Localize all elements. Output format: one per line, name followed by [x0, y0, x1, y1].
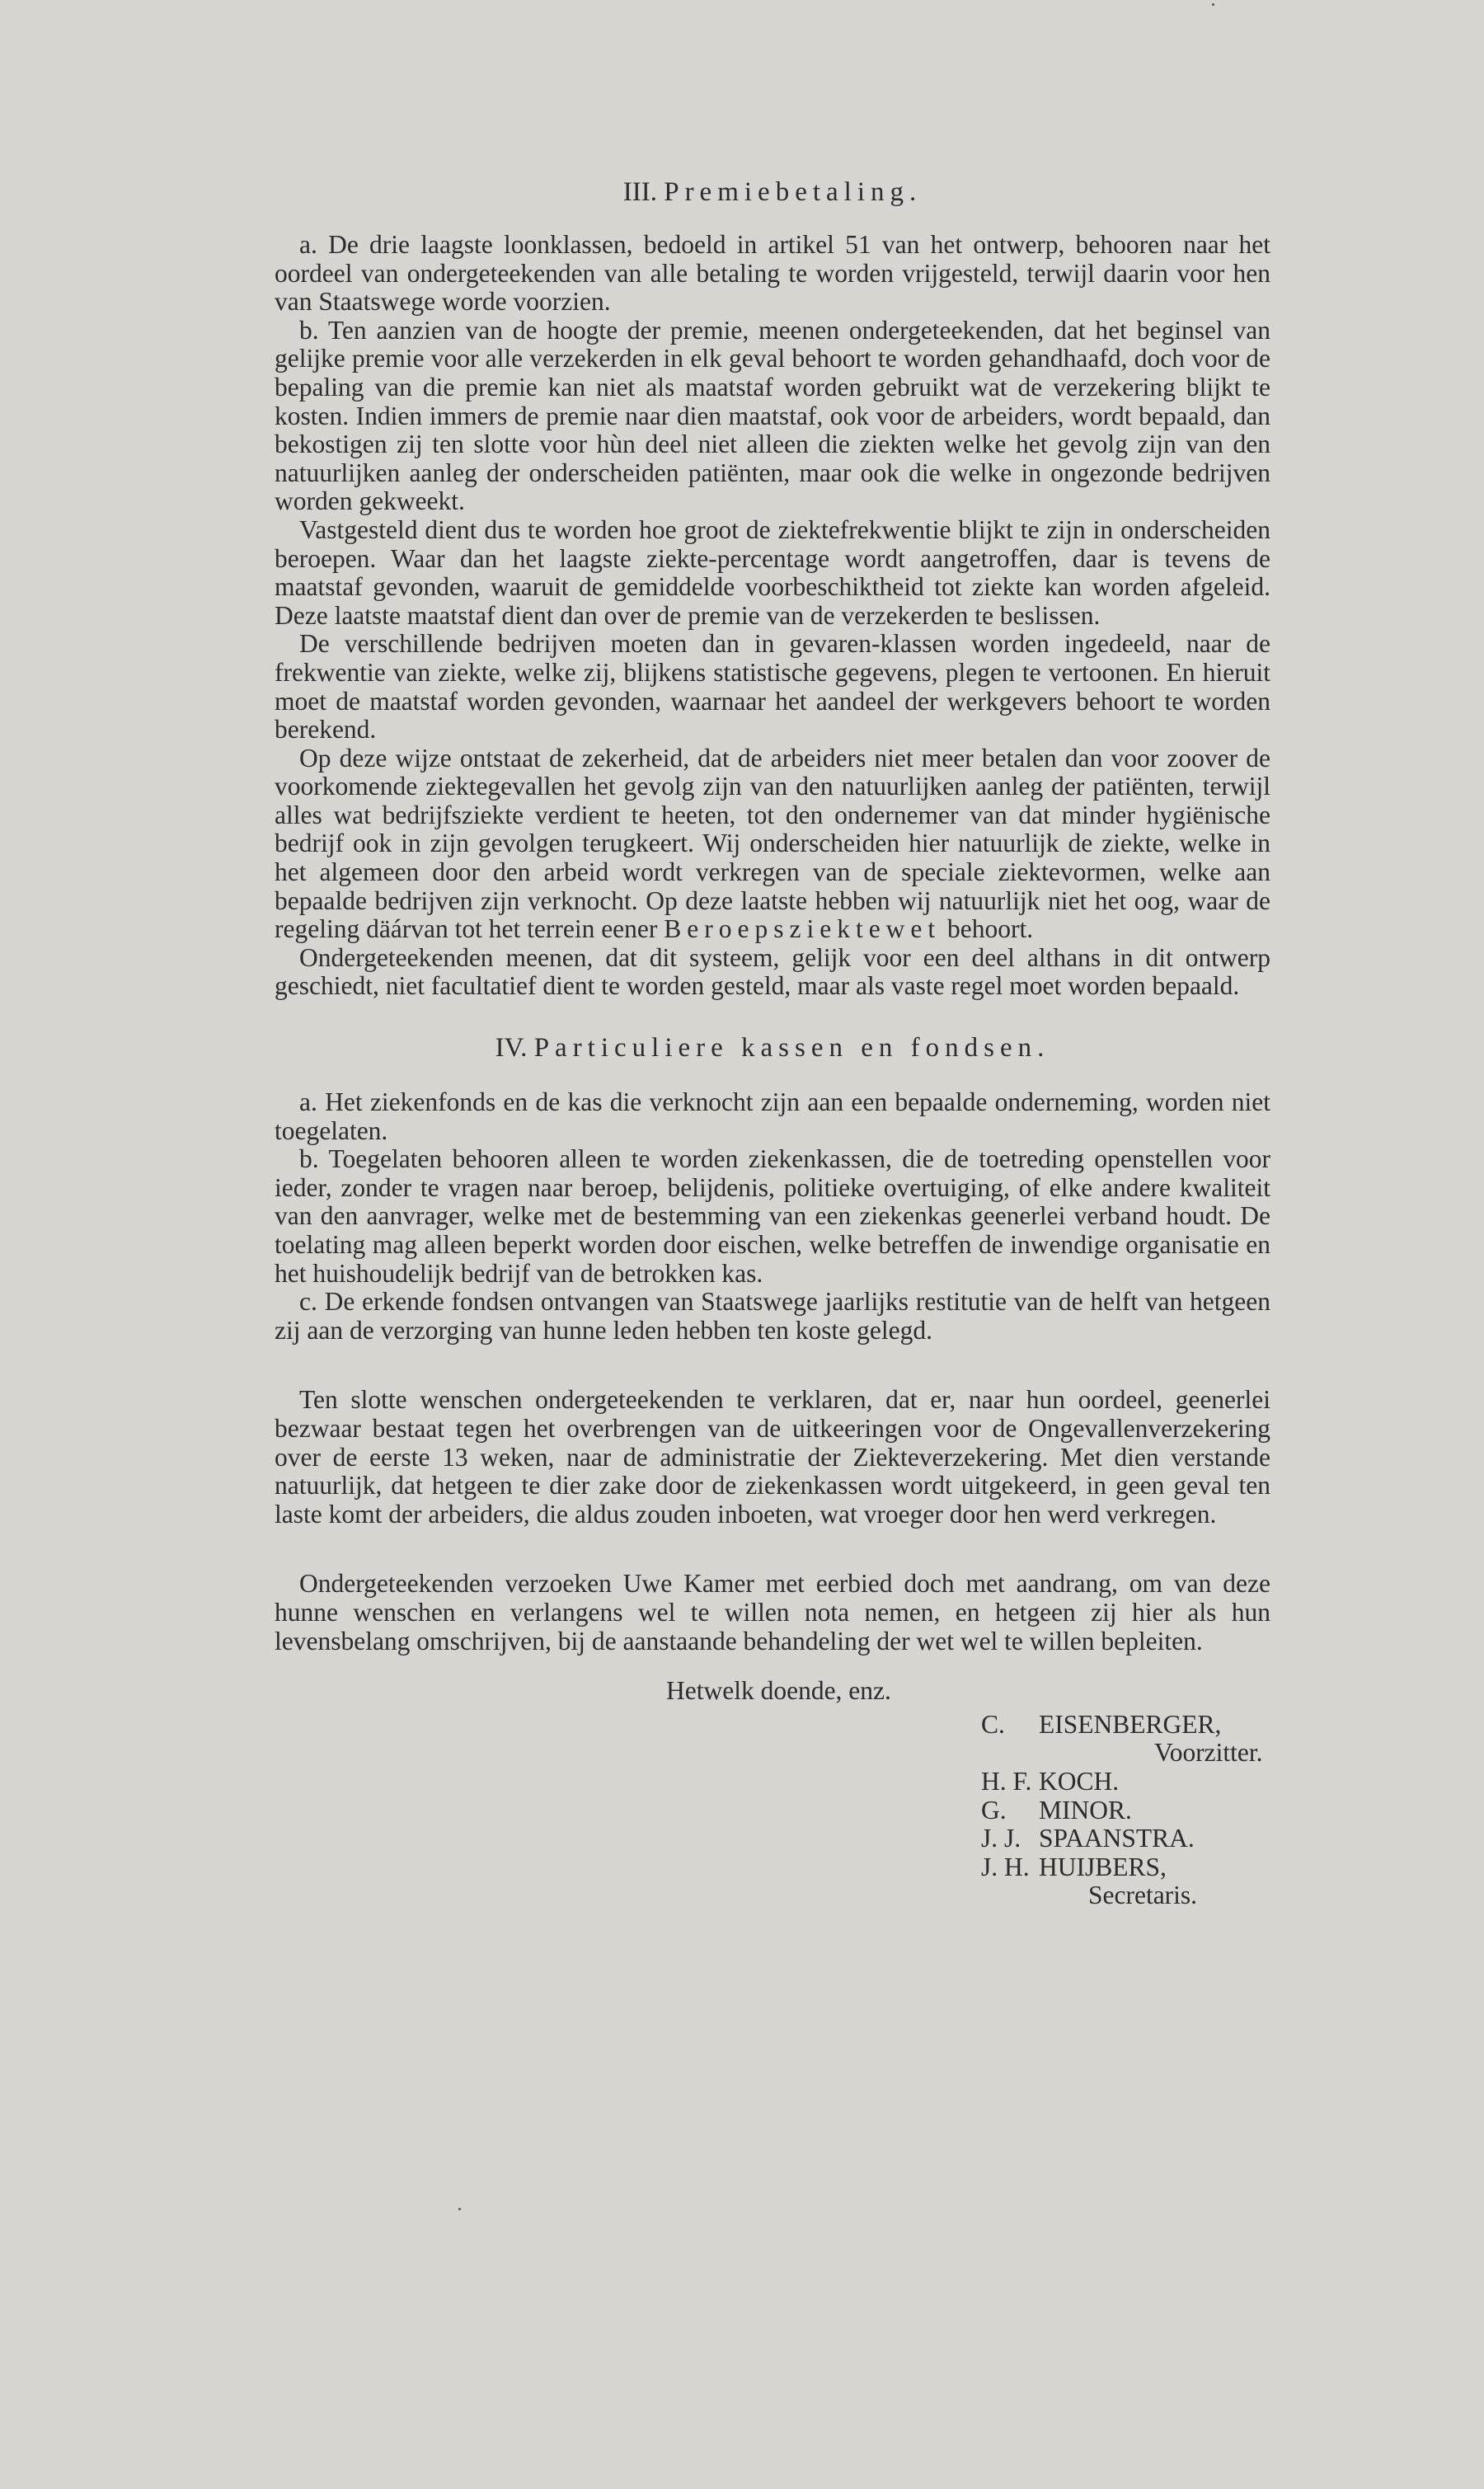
signer-name: MINOR. — [1039, 1795, 1132, 1824]
paragraph: b. Ten aanzien van de hoogte der premie, meenen ondergeteekenden, dat het beginsel van gelijke premie voor alle verzekerden in elk geval behoort te worden gehandhaafd, doch voor de bepaling van die premie kan niet als maatstaf worden gebruikt wat de verzekering blijkt te kosten. Indien immers de premie naar dien maatstaf, ook voor de arbeiders, wordt bepaald, dan bekostigen zij ten slotte voor hùn deel niet alleen die ziekten welke het gevolg zijn van den natuurlijken aanleg der onderscheiden patiënten, maar ook die welke in ongezonde bedrijven worden gekweekt. — [275, 315, 1270, 516]
signature-line — [981, 1796, 1270, 1825]
signer-title: Secretaris. — [1088, 1881, 1198, 1910]
paragraph: Ondergeteekenden meenen, dat dit systeem, gelijk voor een deel althans in dit ontwerp geschiedt, niet facultatief dient te worden gesteld, maar als vaste regel moet worden bepaald. — [275, 942, 1270, 1001]
paragraph: a. Het ziekenfonds en de kas die verknocht zijn aan een bepaalde onderneming, worden niet toegelaten. — [275, 1087, 1270, 1145]
paragraph — [275, 744, 1270, 944]
paragraph: Vastgesteld dient dus te worden hoe groot de ziektefrekwentie blijkt te zijn in onderscheiden beroepen. Waar dan het laagste ziekte-percentage wordt aangetroffen, daar is tevens de maatstaf gevonden, waaruit de gemiddelde voorbeschiktheid tot ziekte kan worden afgeleid. Deze laatste maatstaf dient dan over de premie van de verzekerden te beslissen. — [275, 514, 1270, 630]
signer-initials: G. — [981, 1795, 1007, 1824]
signer-initials: C. — [981, 1709, 1005, 1739]
signature-block — [275, 1711, 1270, 1910]
paragraph: c. De erkende fondsen ontvangen van Staatswege jaarlijks restitutie van de helft van hetgeen zij aan de verzorging van hunne leden hebben ten koste gelegd. — [275, 1287, 1270, 1345]
spacer — [275, 1529, 1270, 1570]
signer-initials: J. H. — [981, 1852, 1030, 1881]
paragraph: b. Toegelaten behooren alleen te worden ziekenkassen, die de toetreding openstellen voor ieder, zonder te vragen naar beroep, belijdenis, politieke overtuiging, of elke andere kwaliteit van den aanvrager, welke met de bestemming van een ziekenkas geenerlei verband houdt. De toelating mag alleen beperkt worden door eischen, welke betreffen de inwendige organisatie en het huishoudelijk bedrijf van de betrokken kas. — [275, 1144, 1270, 1288]
signature-line — [981, 1853, 1270, 1882]
paragraph: De verschillende bedrijven moeten dan in gevaren-klassen worden ingedeeld, naar de frekwentie van ziekte, welke zij, blijkens statistische gegevens, plegen te vertoonen. En hieruit moet de maatstaf worden gevonden, waarnaar het aandeel der werkgevers behoort te worden berekend. — [275, 629, 1270, 744]
section-numeral: III. — [622, 177, 657, 207]
paper-speck — [1212, 3, 1214, 6]
signature-line — [981, 1711, 1270, 1740]
law-name: Beroepsziektewet — [664, 914, 942, 944]
spacer — [275, 1345, 1270, 1386]
paragraph-text: Op deze wijze ontstaat de zekerheid, dat de arbeiders niet meer betalen dan voor zoover de voorkomende ziektegevallen het gevolg zijn van den natuurlijken aanleg der patiënten, terwijl alles wat bedrijfsziekte verdient te heeten, tot den ondernemer van dat minder hygiënische bedrijf ook in zijn gevolgen terugkeert. Wij onderscheiden hier natuurlijk de ziekte, welke in het algemeen door den arbeid wordt verkregen van de speciale ziektevormen, welke aan bepaalde bedrijven zijn verknocht. Op deze laatste hebben wij natuurlijk niet het oog, waar de regeling däárvan tot het terrein eener — [275, 743, 1270, 944]
paper-speck — [458, 2208, 461, 2210]
section-heading-particuliere-kassen — [275, 1029, 1270, 1067]
signer-name: HUIJBERS, — [1039, 1852, 1167, 1881]
paragraph-text: behoort. — [947, 914, 1034, 944]
paragraph: Ondergeteekenden verzoeken Uwe Kamer met eerbied doch met aandrang, om van deze hunne wenschen en verlangens wel te willen nota nemen, en hetgeen zij hier als hun levensbelang omschrijven, bij de aanstaande behandeling der wet wel te willen bepleiten. — [275, 1569, 1270, 1655]
signer-initials: H. F. — [981, 1766, 1032, 1796]
signature-line — [981, 1824, 1270, 1853]
paragraph: Ten slotte wenschen ondergeteekenden te verklaren, dat er, naar hun oordeel, geenerlei bezwaar bestaat tegen het overbrengen van de uitkeeringen voor de Ongevallenverzekering over de eerste 13 weken, naar de administratie der Ziekteverzekering. Met dien verstande natuurlijk, dat hetgeen te dier zake door de ziekenkassen wordt uitgekeerd, in geen geval ten laste komt der arbeiders, die aldus zouden inboeten, wat vroeger door hen werd verkregen. — [275, 1385, 1270, 1529]
text-column — [275, 173, 1270, 1910]
section-title-text: Particuliere kassen en fondsen. — [533, 1033, 1050, 1064]
signer-title: Voorzitter. — [1154, 1738, 1263, 1768]
signer-name: SPAANSTRA. — [1039, 1824, 1195, 1853]
signer-name: EISENBERGER, — [1039, 1709, 1222, 1739]
section-heading-premiebetaling — [275, 173, 1270, 211]
section-numeral: IV. — [495, 1033, 528, 1064]
section-title-text: Premiebetaling. — [664, 177, 923, 207]
paragraph: a. De drie laagste loonklassen, bedoeld in artikel 51 van het ontwerp, behooren naar het oordeel van ondergeteekenden van alle betaling te worden vrijgesteld, terwijl daarin voor hen van Staatswege worde voorzien. — [275, 230, 1270, 317]
signature-line — [981, 1768, 1270, 1796]
closing-formula: Hetwelk doende, enz. — [666, 1676, 891, 1706]
signer-name: KOCH. — [1039, 1766, 1120, 1796]
signer-initials: J. J. — [981, 1824, 1021, 1853]
